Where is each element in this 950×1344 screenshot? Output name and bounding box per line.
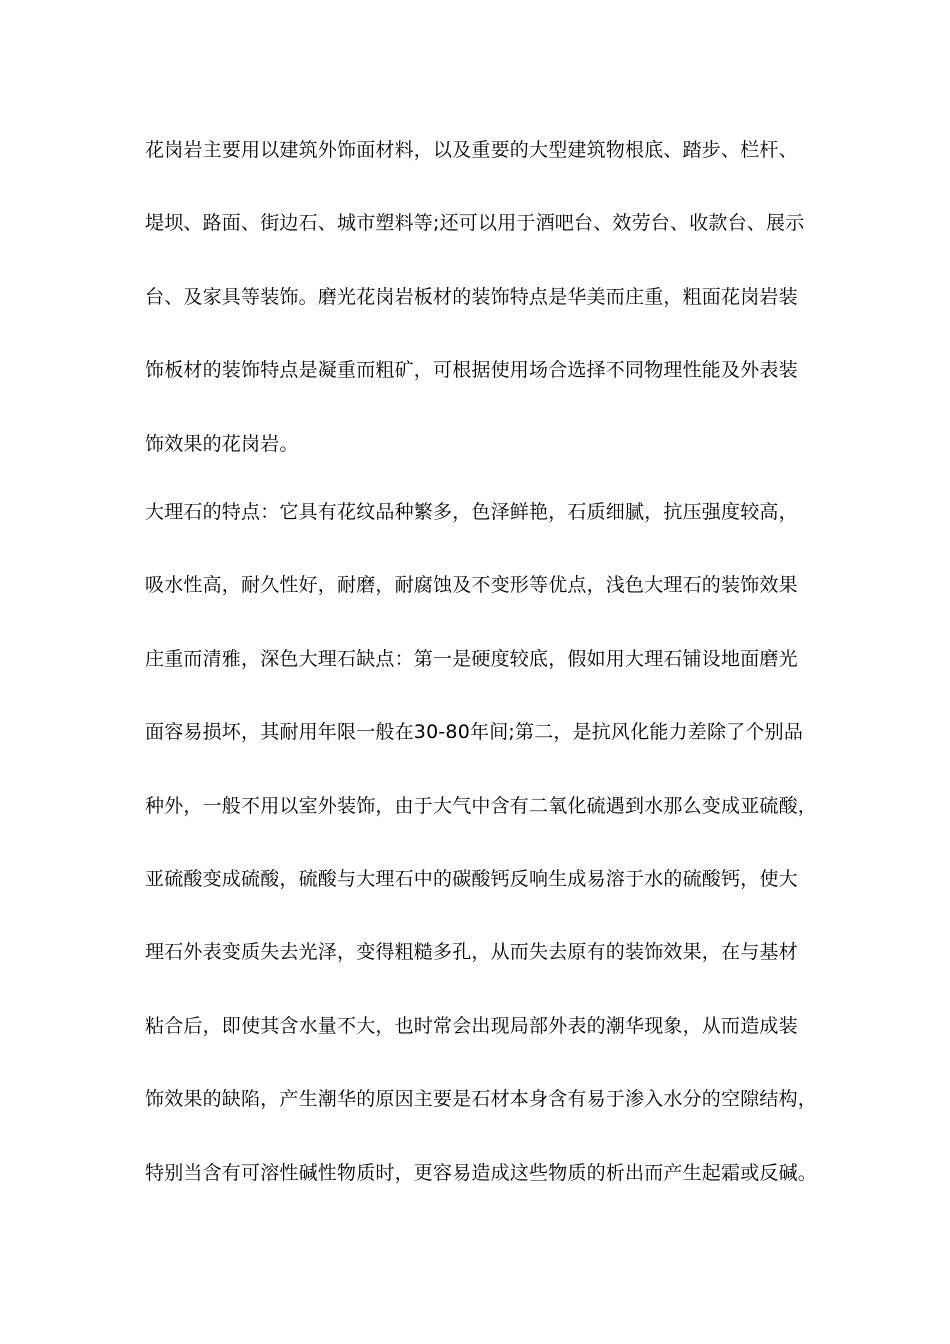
text-line: 庄重而清雅，深色大理石缺点：第一是硬度较底，假如用大理石铺设地面磨光 (145, 647, 798, 670)
text-line: 花岗岩主要用以建筑外饰面材料，以及重要的大型建筑物根底、踏步、栏杆、 (145, 139, 798, 161)
text-line: 饰板材的装饰特点是凝重而粗矿，可根据使用场合选择不同物理性能及外表装 (145, 359, 798, 382)
text-line: 饰效果的花岗岩。 (145, 432, 299, 455)
text-line: 吸水性高，耐久性好，耐磨，耐腐蚀及不变形等优点，浅色大理石的装饰效果 (145, 574, 798, 597)
text-line: 堤坝、路面、街边石、城市塑料等;还可以用于酒吧台、效劳台、收款台、展示 (145, 212, 805, 235)
text-line: 大理石的特点：它具有花纹品种繁多，色泽鲜艳，石质细腻，抗压强度较高， (145, 501, 798, 523)
text-line: 饰效果的缺陷，产生潮华的原因主要是石材本身含有易于渗入水分的空隙结构， (145, 1088, 818, 1111)
paragraph-marble (145, 501, 818, 1236)
text-line: 面容易损坏，其耐用年限一般在30-80年间;第二，是抗风化能力差除了个别品 (145, 721, 804, 744)
text-line: 种外，一般不用以室外装饰，由于大气中含有二氧化硫遇到水那么变成亚硫酸， (145, 794, 818, 817)
text-line: 亚硫酸变成硫酸，硫酸与大理石中的碳酸钙反响生成易溶于水的硫酸钙，使大 (145, 867, 798, 890)
text-line: 粘合后，即使其含水量不大，也时常会出现局部外表的潮华现象，从而造成装 (145, 1014, 798, 1037)
text-line: 理石外表变质失去光泽，变得粗糙多孔，从而失去原有的装饰效果，在与基材 (145, 941, 798, 964)
paragraph-granite (145, 140, 815, 507)
text-line: 特别当含有可溶性碱性物质时，更容易造成这些物质的析出而产生起霜或反碱。 (145, 1161, 818, 1184)
text-line: 台、及家具等装饰。磨光花岗岩板材的装饰特点是华美而庄重，粗面花岗岩装 (145, 285, 798, 308)
